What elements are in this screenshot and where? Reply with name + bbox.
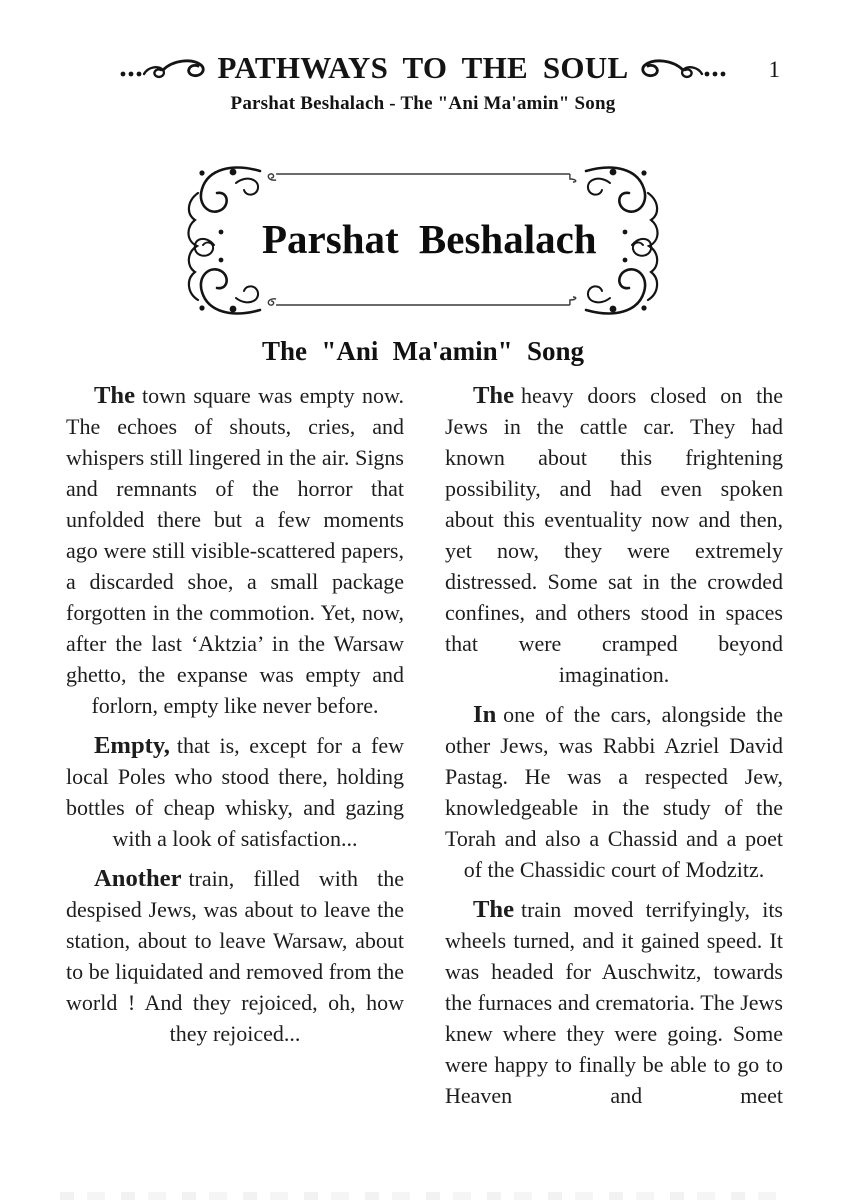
paragraph: [445, 699, 783, 885]
header-flourish-left-icon: [118, 55, 210, 81]
section-title: The "Ani Ma'amin" Song: [262, 336, 584, 366]
paragraph-lead-word: The: [94, 382, 136, 409]
page-bottom-cutoff-text: [60, 1192, 786, 1200]
right-column: [445, 380, 783, 1111]
paragraph-lead-word: The: [473, 896, 515, 923]
paragraph-text: train, filled with the despised Jews, was about to leave the station, about to leave Warsaw, about to be liquidated and removed from the world ! And they rejoiced, oh, how they rejoiced...: [66, 866, 404, 1046]
frame-bottom-border-icon: [262, 296, 584, 310]
page-number: 1: [768, 57, 780, 82]
paragraph: [445, 380, 783, 690]
parsha-title: Parshat Beshalach: [262, 215, 597, 262]
header-subtitle: Parshat Beshalach - The "Ani Ma'amin" Song: [230, 93, 616, 114]
paragraph-lead-word: Another: [94, 865, 182, 892]
frame-center: [262, 159, 597, 322]
page-title: PATHWAYS TO THE SOUL: [217, 50, 629, 85]
paragraph-lead-word: In: [473, 701, 497, 728]
paragraph-text: one of the cars, alongside the other Jews, was Rabbi Azriel David Pastag. He was a respected Jew, knowledgeable in the study of the Torah and also a Chassid and a poet of the Chassidic court of Modzitz.: [445, 702, 783, 882]
title-ornament-frame: [184, 159, 662, 322]
left-column: [66, 380, 404, 1111]
paragraph-text: town square was empty now. The echoes of shouts, cries, and whispers still lingered in the air. Signs and remnants of the horror that unfolded there but a few moments ago were still visible-scattered papers, a discarded shoe, a small package forgotten in the commotion. Yet, now, after the last ‘Aktzia’ in the Warsaw ghetto, the expanse was empty and forlorn, empty like never before.: [66, 383, 404, 718]
paragraph-text: that is, except for a few local Poles who stood there, holding bottles of cheap whisky, and gazing with a look of satisfaction...: [66, 733, 404, 851]
paragraph-text: train moved terrifyingly, its wheels turned, and it gained speed. It was headed for Auschwitz, towards the furnaces and crematoria. The Jews knew where they were going. Some were happy to finally be able to go to Heaven and meet: [445, 897, 783, 1108]
paragraph-lead-word: Empty,: [94, 732, 170, 759]
paragraph: [445, 894, 783, 1111]
paragraph-lead-word: The: [473, 382, 515, 409]
paragraph-text: heavy doors closed on the Jews in the cattle car. They had known about this frightening possibility, and had even spoken about this eventuality now and then, yet now, they were extremely distressed. Some sat in the crowded confines, and others stood in spaces that were cramped beyond imagination.: [445, 383, 783, 687]
page-header: [0, 0, 846, 86]
paragraph: [66, 730, 404, 854]
frame-flourish-right-icon: [584, 159, 662, 322]
paragraph: [66, 863, 404, 1049]
article-body: [0, 367, 846, 1111]
frame-flourish-left-icon: [184, 159, 262, 322]
header-flourish-right-icon: [636, 55, 728, 81]
paragraph: [66, 380, 404, 721]
frame-top-border-icon: [262, 169, 584, 183]
